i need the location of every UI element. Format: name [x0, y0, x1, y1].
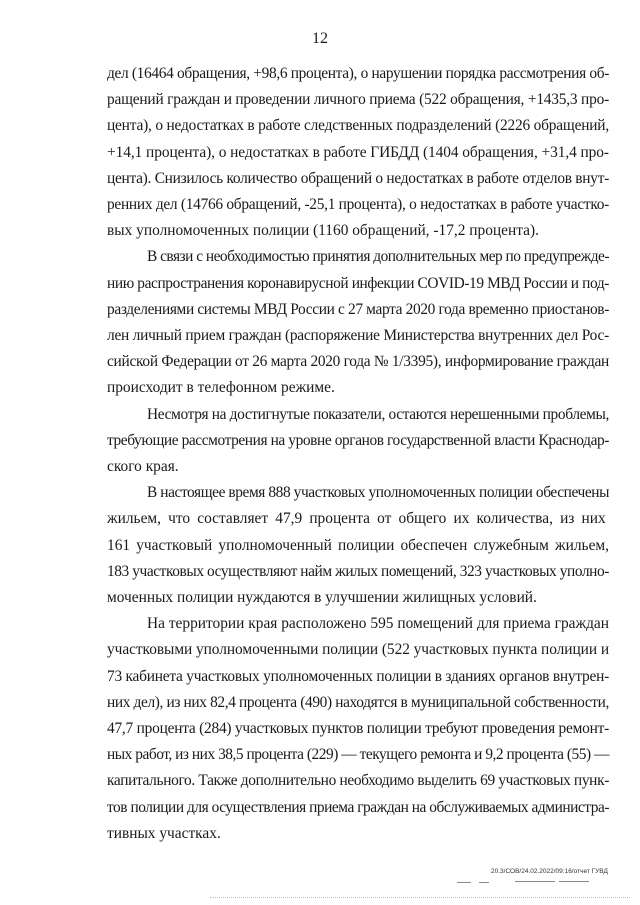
text-line: сийской Федерации от 26 марта 2020 года № 1/3395), информирование граждан	[107, 353, 609, 371]
text-line: лен личный прием граждан (распоряжение Министерства внутренних дел Рос-	[107, 327, 609, 344]
text-line: В настоящее время 888 участковых уполномоченных полиции обеспечены	[147, 484, 609, 502]
text-line: разделениями системы МВД России с 27 марта 2020 года временно приостанов-	[107, 300, 609, 318]
text-line: тов полиции для осуществления приема граждан на обслуживаемых администра-	[107, 798, 609, 816]
text-line: моченных полиции нуждаются в улучшении жилищных условий.	[107, 589, 537, 606]
text-line: нию распространения коронавирусной инфекции COVID-19 МВД России и под-	[107, 274, 609, 292]
text-line: ренних дел (14766 обращений, -25,1 процента), о недостатках в работе участко-	[107, 196, 609, 213]
text-line: тивных участках.	[107, 824, 221, 842]
text-line: требующие рассмотрения на уровне органов государственной власти Краснодар-	[107, 431, 609, 449]
text-line: участковыми уполномоченными полиции (522 участковых пункта полиции и	[107, 641, 609, 659]
footer-scan-marks	[455, 880, 615, 890]
page-number: 12	[312, 30, 328, 47]
text-line: цента), о недостатках в работе следственных подразделений (2226 обращений,	[107, 117, 609, 135]
text-line: +14,1 процента), о недостатках в работе ГИБДД (1404 обращения, +31,4 про-	[107, 143, 609, 161]
text-line: них дел), из них 82,4 процента (490) находятся в муниципальной собственности,	[107, 693, 609, 711]
scan-edge-dots	[210, 897, 630, 902]
text-line: вых уполномоченных полиции (1160 обращений, -17,2 процента).	[107, 222, 539, 240]
text-line: ского края.	[107, 458, 179, 475]
text-line: 183 участковых осуществляют найм жилых помещений, 323 участковых уполно-	[107, 562, 609, 580]
text-line: дел (16464 обращения, +98,6 процента), о нарушении порядка рассмотрения об-	[107, 65, 609, 82]
document-registration-code: 20.3/СОВ/24.02.2022/09:16/отчет ГУВД	[491, 868, 608, 875]
text-line: 161 участковый уполномоченный полиции обеспечен служебным жильем,	[107, 536, 609, 554]
text-line: На территории края расположено 595 помещений для приема граждан	[147, 615, 609, 633]
text-line: жильем, что составляет 47,9 процента от общего их количества, из них	[107, 510, 606, 528]
text-line: Несмотря на достигнутые показатели, остаются нерешенными проблемы,	[147, 405, 609, 423]
text-line: ращений граждан и проведении личного приема (522 обращения, +1435,3 про-	[107, 91, 609, 109]
text-line: 73 кабинета участковых уполномоченных полиции в зданиях органов внутрен-	[107, 667, 609, 685]
text-line: В связи с необходимостью принятия дополнительных мер по предупрежде-	[147, 248, 610, 266]
text-line: цента). Снизилось количество обращений о недостатках в работе отделов внут-	[107, 169, 609, 187]
text-line: капитального. Также дополнительно необходимо выделить 69 участковых пунк-	[107, 772, 609, 790]
text-line: происходит в телефонном режиме.	[107, 379, 335, 397]
text-line: ных работ, из них 38,5 процента (229) — текущего ремонта и 9,2 процента (55) —	[107, 746, 609, 764]
text-line: 47,7 процента (284) участковых пунктов полиции требуют проведения ремонт-	[107, 720, 609, 737]
